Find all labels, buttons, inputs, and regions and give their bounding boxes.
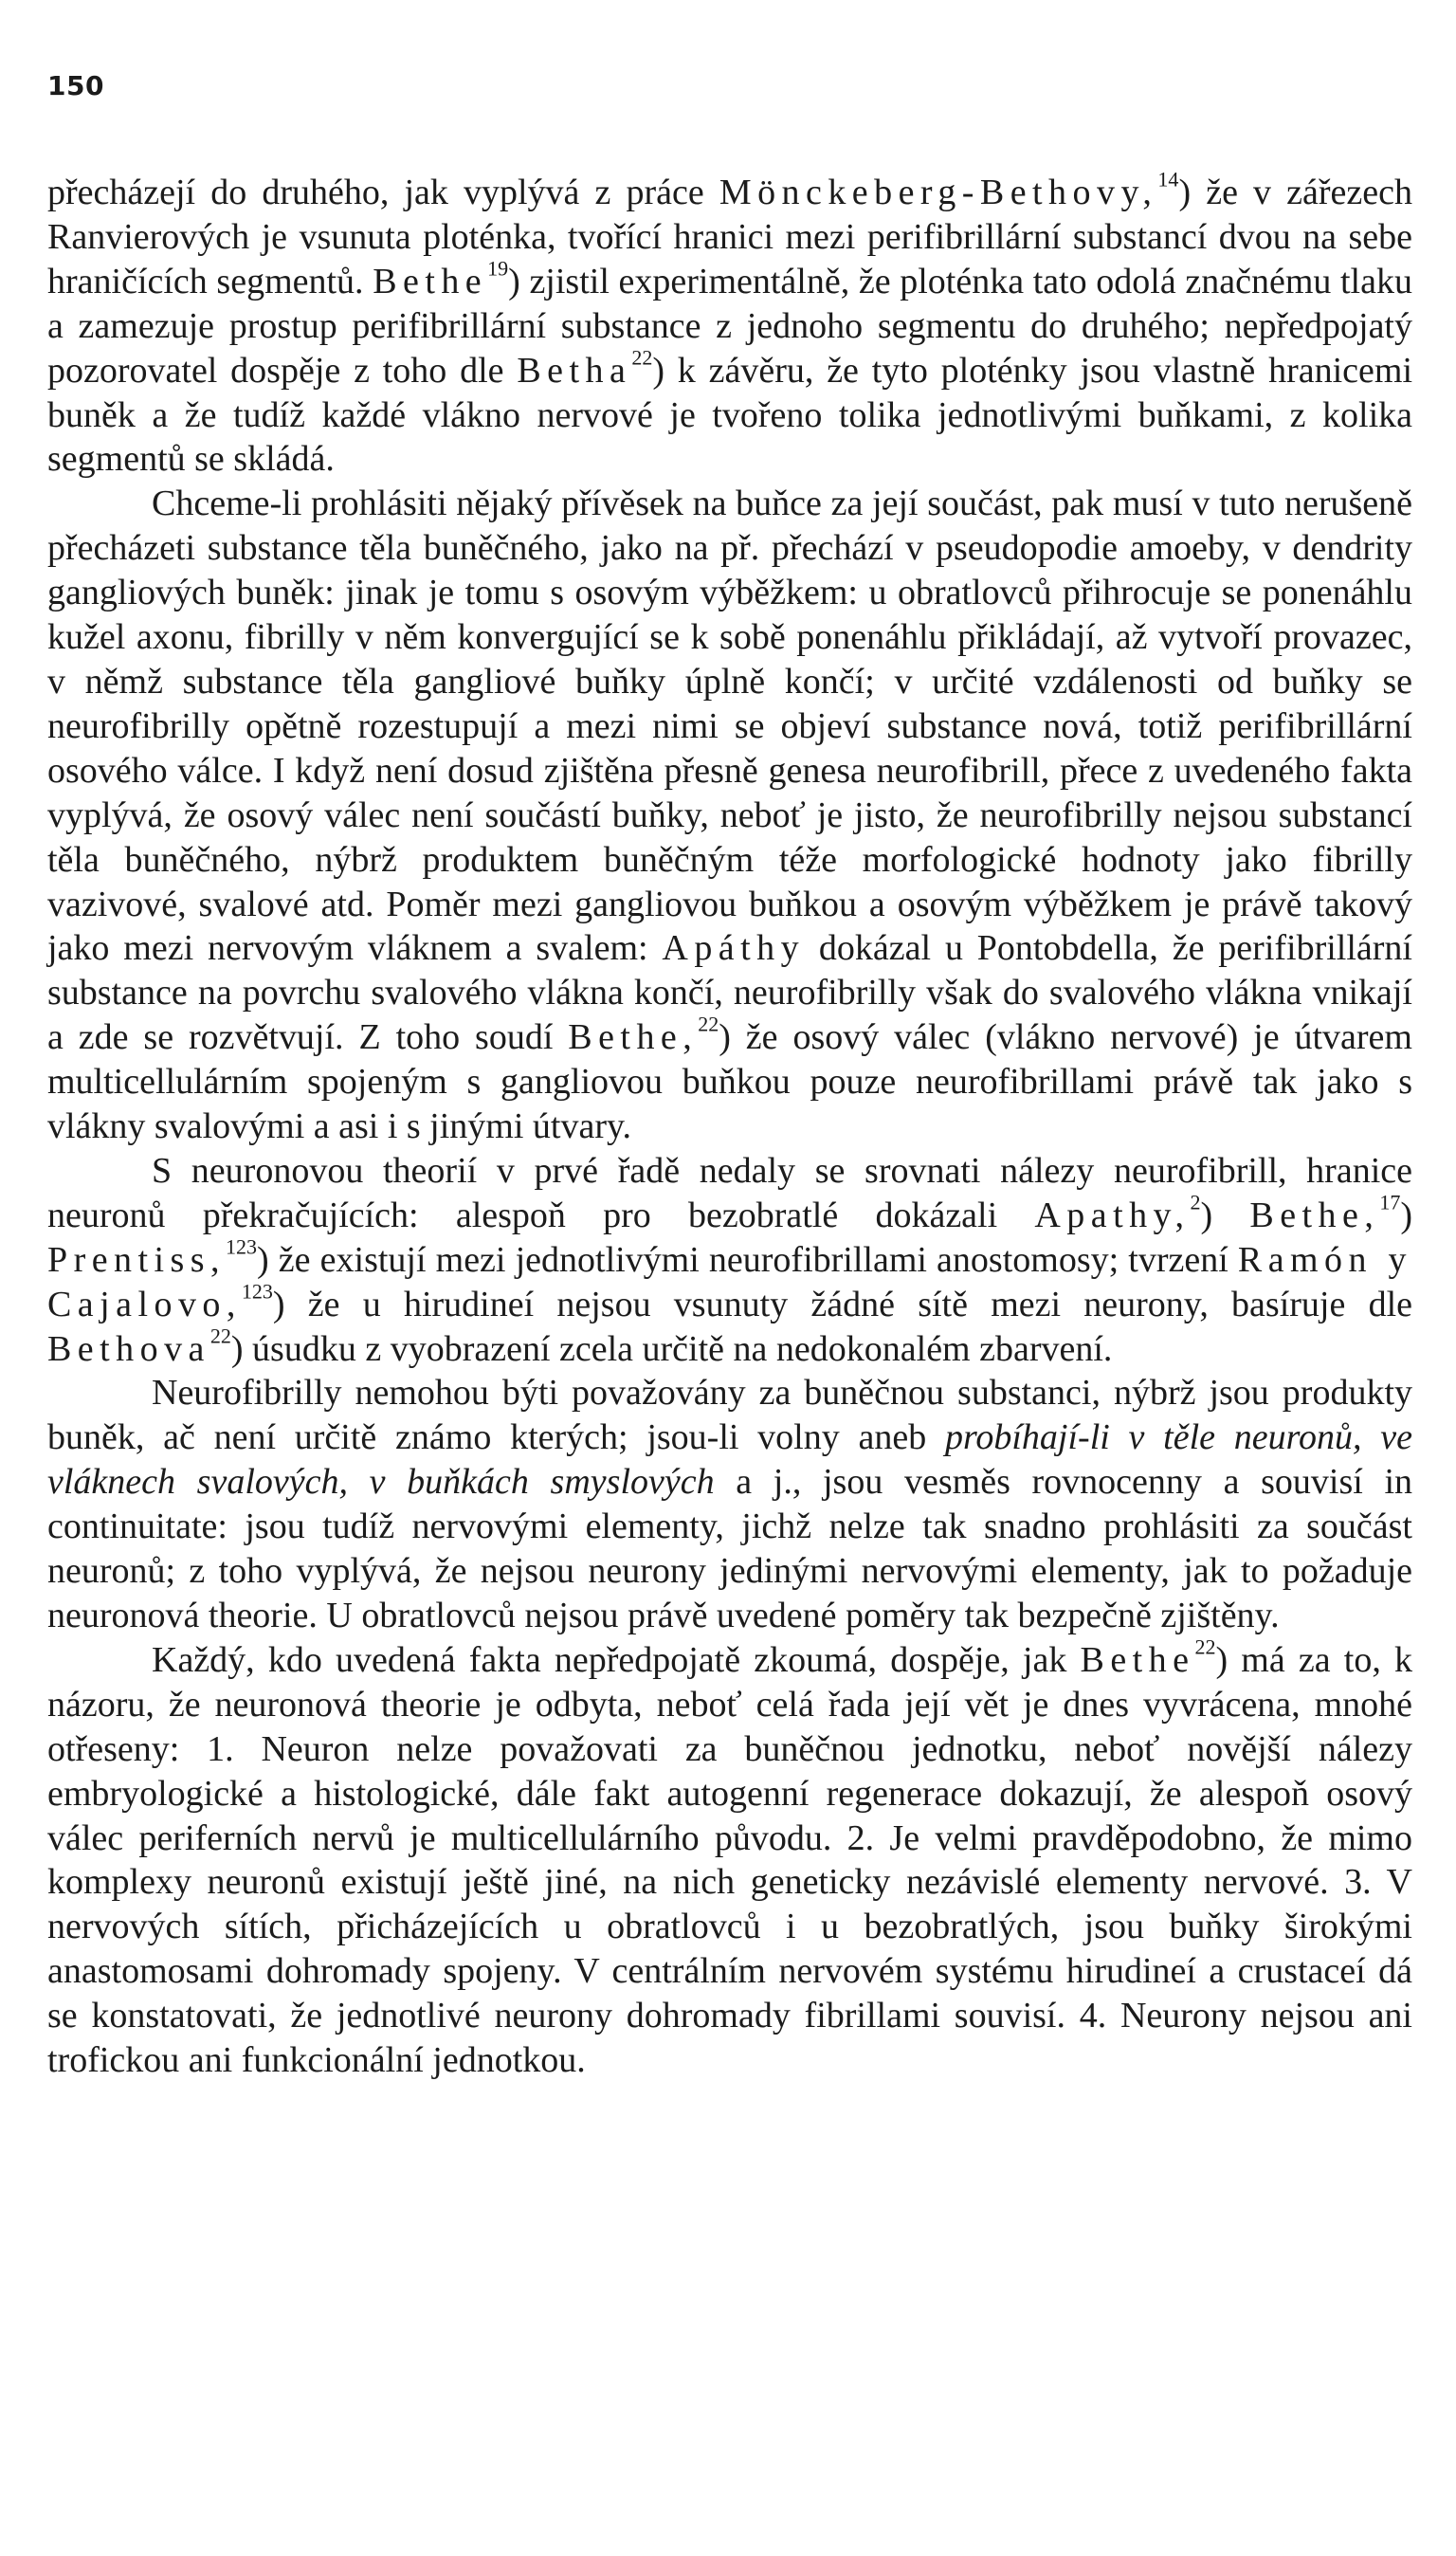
citation-22: 22	[698, 1012, 719, 1036]
paragraph-4	[47, 1371, 1412, 1637]
p1-text-a: přecházejí do druhého, jak vyplývá z práce	[47, 173, 719, 212]
paragraph-2	[47, 482, 1412, 1149]
p2-text-a: Chceme-li prohlásiti nějaký přívěsek na buňce za její součást, pak musí v tuto nerušeně přecházeti substance těla buněčného, jako na př. přechází v pseudopodie amoeby, v dendrity gangliových buněk: jinak je tomu s osovým výběžkem: u obratlovců přihrocuje se ponenáhlu kužel axonu, fibrilly v něm konvergující se k sobě ponenáhlu přikládají, až vytvoří provazec, v němž substance těla gangliové buňky úplně končí; v určité vzdálenosti od buňky se neurofibrilly opětně rozestupují a mezi nimi se objeví substance nová, totiž perifibrillární osového válce. I když není dosud zjištěna přesně genesa neurofibrill, přece z uvedeného fakta vyplývá, že osový válec není součástí buňky, neboť je jisto, že neurofibrilly nejsou substancí těla buněčného, nýbrž produktem buněčným téže morfologické hodnoty jako fibrilly vazivové, svalové atd. Poměr mezi gangliovou buňkou a osovým výběžkem je právě takový jako mezi nervovým vláknem a svalem:	[47, 484, 1412, 969]
author-apathy: Apáthy	[662, 928, 806, 969]
author-bethe: Bethe	[373, 261, 488, 301]
p5-text-b: ) má za to, k názoru, že neuronová theorie je odbyta, neboť celá řada její vět je dnes vyvrácena, mnohé otřeseny: 1. Neuron nelze považovati za buněčnou jednotku, neboť novější nálezy embryologické a histologické, dále fakt autogenní regenerace dokazují, že alespoň osový válec periferních nervů je multicellulárního původu. 2. Je velmi pravděpodobno, že mimo komplexy neuronů existují ještě jiné, na nich geneticky nezávislé elementy nervové. 3. V nervových sítích, přicházejících u obratlovců i u bezobratlých, jsou buňky širokými anastomosami dohromady spojeny. V centrálním nervovém systému hirudineí a crustaceí dá se konstatovati, že jednotlivé neurony dohromady fibrillami souvisí. 4. Neurony nejsou ani trofickou ani funkcionální jednotkou.	[47, 1639, 1412, 2081]
page-number: 150	[47, 70, 104, 101]
p2-text-b: dokázal u Pontobdella, že perifibrillární substance na povrchu svalového vlákna končí, neurofibrilly však do svalového vlákna vnikají a zde se rozvětvují. Z toho soudí	[47, 928, 1412, 1058]
citation-2: 2	[1190, 1190, 1201, 1214]
citation-22: 22	[631, 344, 653, 369]
paragraph-5	[47, 1634, 1412, 2083]
author-bethe: Bethe,	[568, 1017, 699, 1058]
p3-text-a: S neuronovou theorií v prvé řadě nedaly se srovnati nálezy neurofibrill, hranice neuronů překračujících: alespoň pro bezobratlé dokázali	[47, 1150, 1412, 1235]
paragraph-3	[47, 1149, 1412, 1372]
p3-text-c: )	[1400, 1195, 1412, 1235]
p3-text-b: )	[1200, 1195, 1250, 1235]
author-prentiss: Prentiss,	[47, 1239, 226, 1280]
author-apathy: Apathy,	[1034, 1195, 1191, 1235]
p1-text-b: ) že v zářezech Ranvierových je vsunuta ploténka, tvořící hranici mezi perifibrillární substancí dvou na sebe hraničících segmentů.	[47, 173, 1412, 301]
author-bethova: Bethova	[47, 1328, 210, 1369]
citation-22: 22	[209, 1323, 231, 1347]
p5-text-a: Každý, kdo uvedená fakta nepředpojatě zkoumá, dospěje, jak	[152, 1639, 1081, 1680]
p1-text-c: ) zjistil experimentálně, že ploténka tato odolá značnému tlaku a zamezuje prostup perifibrillární substance z jednoho segmentu do druhého; nepředpojatý pozorovatel dospěje z toho dle	[47, 261, 1412, 391]
p3-text-e: ) že u hirudineí nejsou vsunuty žádné sítě mezi neurony, basíruje dle	[272, 1284, 1412, 1324]
author-ramon-y-cajal: Ramón y Cajalovo,	[47, 1239, 1412, 1324]
p3-text-f: ) úsudku z vyobrazení zcela určitě na nedokonalém zbarvení.	[230, 1328, 1113, 1369]
author-betha: Betha	[517, 350, 632, 391]
citation-14: 14	[1157, 167, 1179, 192]
citation-19: 19	[487, 256, 509, 281]
author-bethe: Bethe	[1080, 1639, 1195, 1680]
citation-123: 123	[241, 1278, 273, 1303]
p1-text-d: ) k závěru, že tyto ploténky jsou vlastně hranicemi buněk a že tudíž každé vlákno nervové je tvořeno tolika jednotlivými buňkami, z kolika segmentů se skládá.	[47, 350, 1412, 480]
citation-123: 123	[226, 1234, 258, 1259]
paragraph-1	[47, 167, 1412, 482]
author-bethe: Bethe,	[1249, 1195, 1380, 1235]
citation-22: 22	[1194, 1634, 1216, 1659]
p4-text-b: a j., jsou vesměs rovnocenny a souvisí in continuitate: jsou tudíž nervovými elementy, jichž nelze tak snadno prohlásiti za součást neuronů; z toho vyplývá, že nejsou neurony jedinými nervovými elementy, jak to požaduje neuronová theorie. U obratlovců nejsou právě uvedené poměry tak bezpečně zjištěny.	[47, 1462, 1412, 1635]
p4-text-a: Neurofibrilly nemohou býti považovány za buněčnou substanci, nýbrž jsou produkty buněk, ač není určitě známo kterých; jsou-li volny aneb	[47, 1373, 1412, 1458]
body-text	[47, 167, 1412, 2083]
p4-italic-phrase: probíhají-li v těle neuronů, ve vláknech svalových, v buňkách smyslových	[47, 1417, 1412, 1503]
p2-text-c: ) že osový válec (vlákno nervové) je útvarem multicellulárním spojeným s gangliovou buňkou pouze neurofibrillami právě tak jako s vlákny svalovými a asi i s jinými útvary.	[47, 1017, 1412, 1147]
author-monckeberg-bethe: Mönckeberg-Bethovy,	[719, 173, 1158, 212]
citation-17: 17	[1379, 1190, 1401, 1214]
p3-text-d: ) že existují mezi jednotlivými neurofibrillami anostomosy; tvrzení	[257, 1239, 1238, 1280]
